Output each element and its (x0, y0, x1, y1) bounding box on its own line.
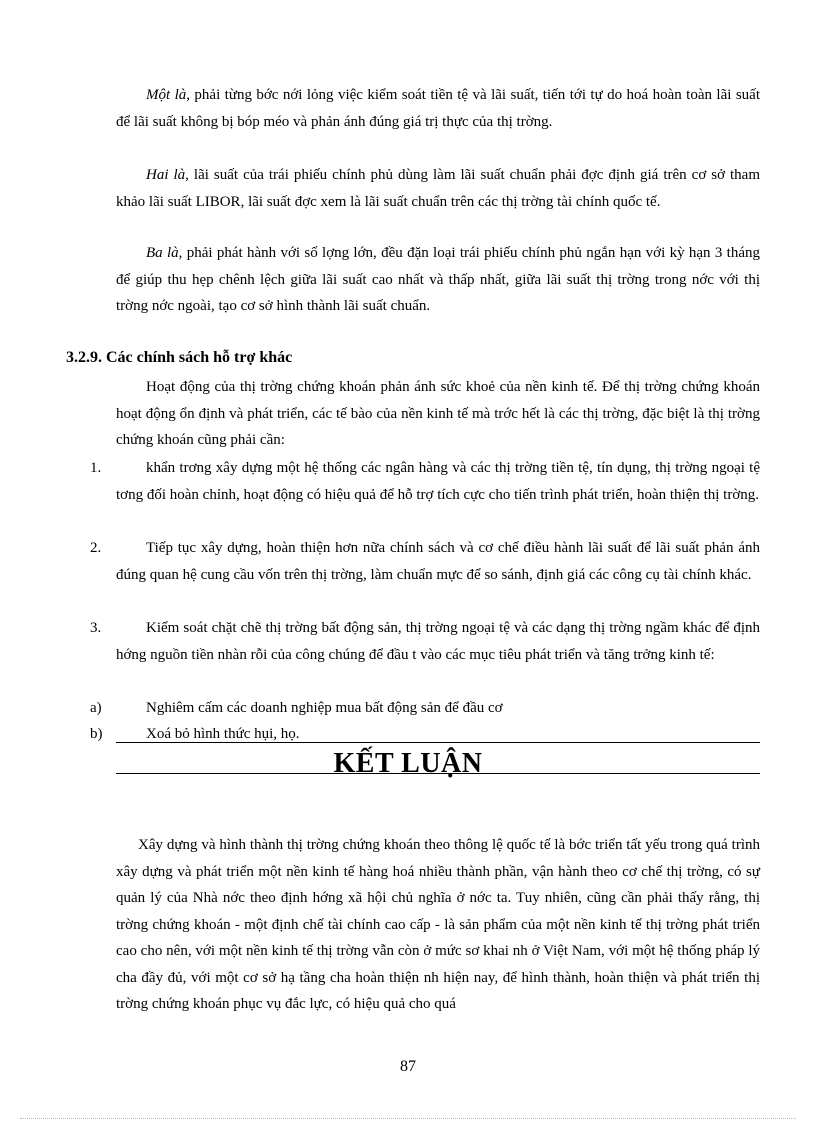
paragraph-text: , phải từng bớc nới lỏng việc kiểm soát tiền tệ và lãi suất, tiến tới tự do hoá hoàn toàn lãi suất để lãi suất không bị bóp méo và phản ánh đúng giá trị thực của thị trờng. (116, 87, 760, 130)
lead-ba-la: Ba là (146, 245, 179, 261)
list-item (116, 695, 760, 722)
list-item (116, 721, 760, 748)
item-number: a) (90, 700, 102, 716)
item-number: 3. (90, 620, 102, 636)
lead-mot-la: Một là (146, 87, 187, 103)
item-number: 1. (90, 460, 102, 476)
list-item-text: Kiểm soát chặt chẽ thị trờng bất động sản, thị trờng ngoại tệ và các dạng thị trờng ngầm khác để định hớng nguồn tiền nhàn rỗi của công chúng để đầu t vào các mục tiêu phát triển và tăng trởng kinh tế: (116, 620, 760, 663)
paragraph-hai-la (116, 162, 760, 215)
conclusion-paragraph (116, 832, 760, 1018)
list-item (116, 615, 760, 668)
list-item-text: Tiếp tục xây dựng, hoàn thiện hơn nữa chính sách và cơ chế điều hành lãi suất để lãi suất phản ánh đúng quan hệ cung cầu vốn trên thị trờng, làm chuẩn mực để so sánh, định giá các công cụ tài chính khác. (116, 540, 760, 583)
paragraph-ba-la (116, 240, 760, 320)
section-intro-text: Hoạt động của thị trờng chứng khoán phản ánh sức khoẻ của nền kinh tế. Để thị trờng chứng khoán hoạt động ổn định và phát triển, các tế bào của nền kinh tế mà trớc hết là các thị trờng, đặc biệt là thị trờng chứng khoán cũng phải cần: (116, 379, 760, 448)
list-item-text: Xoá bỏ hình thức hụi, họ. (146, 726, 300, 742)
list-item-text: Nghiêm cấm các doanh nghiệp mua bất động sản để đầu cơ (146, 700, 503, 716)
horizontal-rule (116, 773, 760, 774)
item-number: b) (90, 726, 103, 742)
conclusion-text: Xây dựng và hình thành thị trờng chứng khoán theo thông lệ quốc tế là bớc triển tất yếu trong quá trình xây dựng và phát triển một nền kinh tế hàng hoá nhiều thành phần, vận hành theo cơ chế thị trờng, có sự quản lý của Nhà nớc theo định hớng xã hội chủ nghĩa ở nớc ta. Tuy nhiên, cũng cần phải thấy rằng, thị trờng chứng khoán - một định chế tài chính cao cấp - là sản phẩm của một nền kinh tế thị trờng phát triển cao cho nên, với một nền kinh tế thị trờng vẫn còn ở mức sơ khai nh ở Việt Nam, với một hệ thống pháp lý cha đầy đủ, với một cơ sở hạ tầng cha hoàn thiện nh hiện nay, để hình thành, hoàn thiện và phát triển thị trờng chứng khoán phục vụ đắc lực, có hiệu quả cho quá (116, 837, 760, 1012)
conclusion-title: KẾT LUẬN (333, 748, 483, 779)
paragraph-text: , phải phát hành với số lợng lớn, đều đặn loại trái phiếu chính phủ ngắn hạn với kỳ hạn 3 tháng để giúp thu hẹp chênh lệch giữa lãi suất cao nhất và thấp nhất, giữa lãi suất thị trờng trong nớc với thị trờng nớc ngoài, tạo cơ sở hình thành lãi suất chuẩn. (116, 245, 760, 314)
item-number: 2. (90, 540, 102, 556)
section-heading: 3.2.9. Các chính sách hỗ trợ khác (66, 349, 293, 366)
list-item-text: khẩn trơng xây dựng một hệ thống các ngân hàng và các thị trờng tiền tệ, tín dụng, thị trờng ngoại tệ tơng đối hoàn chỉnh, hoạt động có hiệu quả để hỗ trợ tích cực cho tiến trình phát triển, hoàn thiện thị trờng. (116, 460, 760, 503)
paragraph-text: , lãi suất của trái phiếu chính phủ dùng làm lãi suất chuẩn phải đợc định giá trên cơ sở tham khảo lãi suất LIBOR, lãi suất đợc xem là lãi suất chuẩn trên các thị trờng tài chính quốc tế. (116, 167, 760, 210)
section-intro (116, 374, 760, 454)
page-footer-border (20, 1118, 796, 1119)
horizontal-rule (116, 742, 760, 743)
list-item (116, 455, 760, 508)
paragraph-mot-la (116, 82, 760, 135)
page-number: 87 (400, 1058, 416, 1075)
list-item (116, 535, 760, 588)
lead-hai-la: Hai là (146, 167, 186, 183)
